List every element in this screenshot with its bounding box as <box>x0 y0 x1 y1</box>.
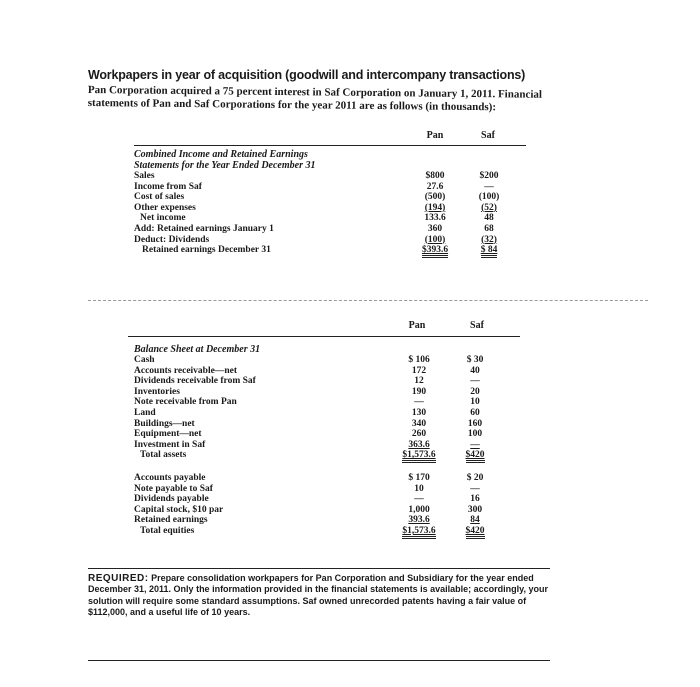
asset-row <box>134 419 526 430</box>
row-label: Add: Retained earnings January 1 <box>134 223 274 234</box>
value-pan: $1,573.6 <box>396 450 442 461</box>
income-row <box>134 203 526 214</box>
row-label: Note receivable from Pan <box>134 397 237 408</box>
value-saf: 10 <box>470 397 480 408</box>
value-pan: 260 <box>411 429 427 440</box>
value-saf: (100) <box>478 192 500 203</box>
equity-row <box>134 484 526 495</box>
asset-rows <box>134 355 526 461</box>
value-pan: 190 <box>411 386 427 397</box>
balance-title: Balance Sheet at December 31 <box>134 344 261 355</box>
value-saf: 68 <box>484 223 494 234</box>
income-row <box>134 182 526 193</box>
value-pan: — <box>414 494 424 505</box>
value-pan: 360 <box>427 223 443 234</box>
income-col-pan: Pan <box>426 130 444 141</box>
balance-header-rule <box>128 336 520 337</box>
value-saf: — <box>470 483 480 494</box>
row-label: Accounts payable <box>134 472 206 483</box>
value-saf: — <box>484 181 494 192</box>
value-saf: 20 <box>470 386 480 397</box>
asset-row <box>134 366 526 377</box>
asset-row <box>134 376 526 387</box>
asset-row <box>134 387 526 398</box>
income-title-line1: Combined Income and Retained Earnings <box>134 149 308 160</box>
value-saf: $ 20 <box>466 472 484 483</box>
value-pan: 133.6 <box>424 213 446 224</box>
page-title: Workpapers in year of acquisition (goodwill and intercompany transactions) <box>88 68 526 82</box>
required-bottom-rule <box>88 660 550 661</box>
row-label: Total assets <box>140 450 187 461</box>
row-label: Cost of sales <box>134 192 185 203</box>
row-label: Dividends payable <box>134 494 209 505</box>
row-label: Net income <box>140 213 186 224</box>
asset-row <box>134 397 526 408</box>
value-pan: 363.6 <box>408 439 430 450</box>
row-label: Note payable to Saf <box>134 483 213 494</box>
row-label: Buildings—net <box>134 418 195 429</box>
value-saf: $ 30 <box>466 355 484 365</box>
value-saf: (32) <box>481 234 497 245</box>
equity-row <box>134 494 526 505</box>
required-block <box>88 573 556 619</box>
value-pan: 12 <box>414 376 424 387</box>
row-label: Income from Saf <box>134 181 202 192</box>
asset-row <box>134 440 526 451</box>
value-pan: $ 106 <box>408 355 430 365</box>
equity-rows <box>134 473 526 537</box>
value-saf: $ 84 <box>466 245 512 256</box>
row-label: Accounts receivable—net <box>134 365 237 376</box>
income-title-line2: Statements for the Year Ended December 31 <box>134 160 316 171</box>
value-saf: $420 <box>452 450 498 461</box>
value-pan: — <box>414 397 424 408</box>
value-saf: 160 <box>467 418 483 429</box>
income-row <box>134 171 526 182</box>
income-statement <box>134 149 526 256</box>
income-col-saf: Saf <box>481 130 495 141</box>
income-row <box>134 213 526 224</box>
balance-sheet <box>134 344 526 537</box>
row-label: Retained earnings December 31 <box>142 245 271 256</box>
asset-row <box>134 408 526 419</box>
income-row <box>134 245 526 256</box>
row-label: Cash <box>134 355 155 365</box>
value-pan: (100) <box>424 234 446 245</box>
value-pan: $1,573.6 <box>396 526 442 537</box>
row-label: Deduct: Dividends <box>134 234 210 245</box>
value-saf: (52) <box>481 202 497 213</box>
asset-row <box>134 355 526 366</box>
value-pan: (194) <box>424 202 446 213</box>
balance-col-saf: Saf <box>470 320 484 331</box>
value-pan: $393.6 <box>412 245 458 256</box>
income-row <box>134 224 526 235</box>
value-pan: 340 <box>411 418 427 429</box>
value-pan: 393.6 <box>408 515 430 526</box>
value-pan: 27.6 <box>426 181 444 192</box>
value-pan: (500) <box>424 192 446 203</box>
equity-row <box>134 473 526 484</box>
row-label: Retained earnings <box>134 515 208 526</box>
balance-col-pan: Pan <box>408 320 426 331</box>
value-saf: 40 <box>470 365 480 376</box>
row-label: Land <box>134 407 156 418</box>
value-pan: $800 <box>425 171 445 181</box>
value-pan: $ 170 <box>408 472 430 483</box>
value-saf: 48 <box>484 213 494 224</box>
income-header-rule <box>134 145 526 146</box>
row-label: Investment in Saf <box>134 439 206 450</box>
value-pan: 10 <box>414 483 424 494</box>
value-pan: 172 <box>411 365 427 376</box>
equity-row <box>134 515 526 526</box>
value-saf: 100 <box>467 429 483 440</box>
income-row <box>134 235 526 246</box>
required-text: Prepare consolidation workpapers for Pan Corporation and Subsidiary for the year ended December 31, 2011. Only the information provided in the financial statements is available; accordingly, your solution will require some standard assumptions. Saf owned unrecorded patents having a fair value of $112,000, and a useful life of 10 years. <box>88 573 548 618</box>
required-top-rule <box>88 568 550 569</box>
value-saf: — <box>470 376 480 387</box>
value-saf: — <box>470 439 480 450</box>
value-pan: 1,000 <box>408 504 430 515</box>
equity-row <box>134 526 526 537</box>
required-label: REQUIRED: <box>88 573 149 584</box>
row-label: Capital stock, $10 par <box>134 504 224 515</box>
value-saf: 300 <box>467 504 483 515</box>
income-rows <box>134 171 526 256</box>
asset-row <box>134 429 526 440</box>
equity-row <box>134 505 526 516</box>
asset-row <box>134 450 526 461</box>
row-label: Total equities <box>140 525 195 536</box>
row-label: Inventories <box>134 386 180 397</box>
problem-intro: Pan Corporation acquired a 75 percent interest in Saf Corporation on January 1, 2011. Financial statements of Pan and Saf Corporations for the year 2011 are as follows (in thousands): <box>87 84 543 114</box>
row-label: Sales <box>134 171 155 181</box>
row-label: Dividends receivable from Saf <box>134 376 256 387</box>
income-row <box>134 192 526 203</box>
row-label: Equipment—net <box>134 429 202 440</box>
row-label: Other expenses <box>134 202 196 213</box>
value-saf: 84 <box>470 515 480 526</box>
value-saf: 60 <box>470 407 480 418</box>
value-saf: 16 <box>470 494 480 505</box>
value-saf: $420 <box>452 526 498 537</box>
section-divider <box>88 300 648 301</box>
value-pan: 130 <box>411 407 427 418</box>
value-saf: $200 <box>479 171 499 181</box>
